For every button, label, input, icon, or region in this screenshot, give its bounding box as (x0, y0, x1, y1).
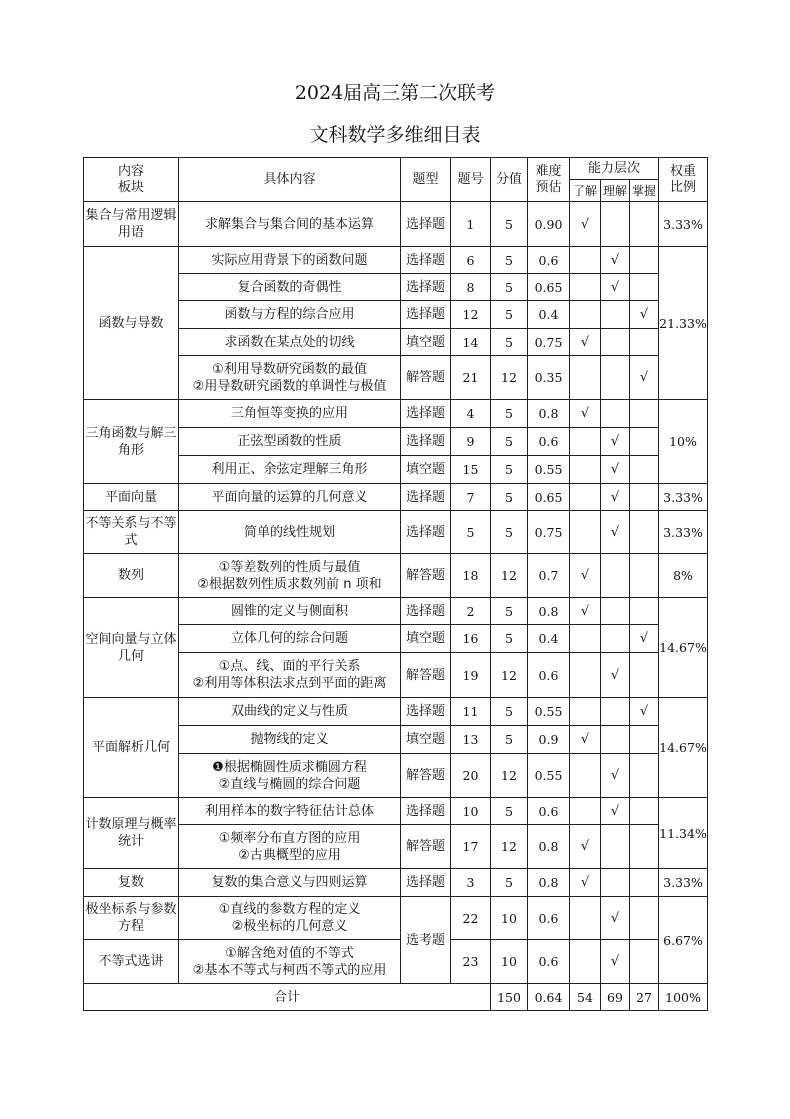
score-cell: 12 (491, 356, 528, 400)
check-mark: √ (601, 428, 630, 456)
weight-cell: 3.33% (659, 869, 708, 897)
block-cell: 复数 (84, 869, 179, 897)
type-cell: 填空题 (401, 625, 451, 653)
weight-cell: 10% (659, 400, 708, 484)
score-cell: 12 (491, 653, 528, 698)
score-cell: 5 (491, 428, 528, 456)
difficulty-cell: 0.55 (528, 754, 570, 798)
type-cell: 解答题 (401, 754, 451, 798)
header-ability-master: 掌握 (630, 180, 659, 202)
difficulty-cell: 0.6 (528, 940, 570, 984)
table-row (84, 484, 708, 511)
block-cell: 极坐标系与参数方程 (84, 897, 179, 940)
type-cell: 解答题 (401, 554, 451, 598)
block-cell: 数列 (84, 554, 179, 598)
difficulty-cell: 0.8 (528, 400, 570, 428)
score-cell: 5 (491, 456, 528, 484)
difficulty-cell: 0.4 (528, 625, 570, 653)
difficulty-cell: 0.65 (528, 484, 570, 511)
score-cell: 5 (491, 329, 528, 356)
content-cell: ①解含绝对值的不等式 ②基本不等式与柯西不等式的应用 (179, 940, 401, 984)
total-label: 合计 (84, 984, 491, 1011)
document-title: 2024届高三第二次联考 (294, 82, 496, 104)
total-ability-master: 27 (630, 984, 659, 1011)
table-row (84, 940, 708, 984)
weight-cell: 3.33% (659, 511, 708, 554)
type-cell: 选择题 (401, 698, 451, 726)
difficulty-cell: 0.7 (528, 554, 570, 598)
number-cell: 18 (451, 554, 491, 598)
check-mark: √ (601, 247, 630, 274)
content-cell: 正弦型函数的性质 (179, 428, 401, 456)
table-row (84, 698, 708, 726)
block-cell: 函数与导数 (84, 247, 179, 400)
weight-cell: 3.33% (659, 202, 708, 247)
type-cell: 选择题 (401, 247, 451, 274)
number-cell: 4 (451, 400, 491, 428)
block-cell: 三角函数与解三角形 (84, 400, 179, 484)
header-type: 题型 (401, 158, 451, 202)
check-mark: √ (601, 653, 630, 698)
content-cell: 抛物线的定义 (179, 726, 401, 754)
difficulty-cell: 0.65 (528, 274, 570, 301)
score-cell: 12 (491, 554, 528, 598)
difficulty-cell: 0.6 (528, 247, 570, 274)
check-mark: √ (570, 329, 601, 356)
total-row (84, 984, 708, 1011)
type-cell: 选择题 (401, 274, 451, 301)
header-block: 内容 板块 (84, 158, 179, 202)
number-cell: 17 (451, 825, 491, 869)
weight-cell: 14.67% (659, 698, 708, 798)
type-cell: 选择题 (401, 869, 451, 897)
type-cell: 选择题 (401, 598, 451, 625)
content-cell: 利用正、余弦定理解三角形 (179, 456, 401, 484)
block-cell: 不等式选讲 (84, 940, 179, 984)
number-cell: 14 (451, 329, 491, 356)
number-cell: 9 (451, 428, 491, 456)
difficulty-cell: 0.75 (528, 329, 570, 356)
difficulty-cell: 0.4 (528, 301, 570, 329)
score-cell: 10 (491, 897, 528, 940)
type-cell: 选择题 (401, 301, 451, 329)
type-cell: 填空题 (401, 726, 451, 754)
content-cell: 利用样本的数字特征估计总体 (179, 798, 401, 825)
difficulty-cell: 0.6 (528, 428, 570, 456)
score-cell: 12 (491, 754, 528, 798)
block-cell: 平面向量 (84, 484, 179, 511)
content-cell: ①利用导数研究函数的最值 ②用导数研究函数的单调性与极值 (179, 356, 401, 400)
check-mark: √ (570, 554, 601, 598)
difficulty-cell: 0.35 (528, 356, 570, 400)
table-row (84, 554, 708, 598)
number-cell: 8 (451, 274, 491, 301)
content-cell: ①等差数列的性质与最值 ②根据数列性质求数列前 n 项和 (179, 554, 401, 598)
type-cell: 选择题 (401, 202, 451, 247)
difficulty-cell: 0.75 (528, 511, 570, 554)
type-cell: 解答题 (401, 653, 451, 698)
difficulty-cell: 0.8 (528, 869, 570, 897)
header-weight: 权重 比例 (659, 158, 708, 202)
score-cell: 5 (491, 698, 528, 726)
header-content: 具体内容 (179, 158, 401, 202)
content-cell: ❶根据椭圆性质求椭圆方程 ②直线与椭圆的综合问题 (179, 754, 401, 798)
score-cell: 5 (491, 301, 528, 329)
score-cell: 10 (491, 940, 528, 984)
check-mark: √ (570, 869, 601, 897)
table-row (84, 202, 708, 247)
number-cell: 19 (451, 653, 491, 698)
score-cell: 5 (491, 798, 528, 825)
content-cell: 复数的集合意义与四则运算 (179, 869, 401, 897)
content-cell: ①直线的参数方程的定义 ②极坐标的几何意义 (179, 897, 401, 940)
type-cell: 选考题 (401, 897, 451, 984)
block-cell: 平面解析几何 (84, 698, 179, 798)
content-cell: 双曲线的定义与性质 (179, 698, 401, 726)
content-cell: 平面向量的运算的几何意义 (179, 484, 401, 511)
table-row (84, 897, 708, 940)
content-cell: ①点、线、面的平行关系 ②利用等体积法求点到平面的距离 (179, 653, 401, 698)
content-cell: 函数与方程的综合应用 (179, 301, 401, 329)
number-cell: 2 (451, 598, 491, 625)
score-cell: 5 (491, 625, 528, 653)
check-mark: √ (630, 301, 659, 329)
difficulty-cell: 0.9 (528, 726, 570, 754)
score-cell: 5 (491, 202, 528, 247)
weight-cell: 14.67% (659, 598, 708, 698)
number-cell: 21 (451, 356, 491, 400)
content-cell: 求函数在某点处的切线 (179, 329, 401, 356)
score-cell: 5 (491, 869, 528, 897)
difficulty-cell: 0.55 (528, 698, 570, 726)
difficulty-cell: 0.6 (528, 897, 570, 940)
check-mark: √ (601, 798, 630, 825)
weight-cell: 6.67% (659, 897, 708, 984)
document-subtitle: 文科数学多维细目表 (309, 124, 481, 146)
check-mark: √ (630, 625, 659, 653)
difficulty-cell: 0.6 (528, 653, 570, 698)
score-cell: 5 (491, 274, 528, 301)
check-mark: √ (570, 202, 601, 247)
content-cell: 立体几何的综合问题 (179, 625, 401, 653)
score-cell: 5 (491, 484, 528, 511)
content-cell: 圆锥的定义与侧面积 (179, 598, 401, 625)
weight-cell: 3.33% (659, 484, 708, 511)
header-difficulty: 难度 预估 (528, 158, 570, 202)
table-row (84, 511, 708, 554)
type-cell: 填空题 (401, 329, 451, 356)
check-mark: √ (601, 456, 630, 484)
number-cell: 7 (451, 484, 491, 511)
check-mark: √ (601, 511, 630, 554)
difficulty-cell: 0.8 (528, 598, 570, 625)
check-mark: √ (570, 825, 601, 869)
type-cell: 选择题 (401, 484, 451, 511)
number-cell: 10 (451, 798, 491, 825)
block-cell: 集合与常用逻辑用语 (84, 202, 179, 247)
header-ability: 能力层次 (570, 158, 659, 180)
difficulty-cell: 0.8 (528, 825, 570, 869)
score-cell: 5 (491, 598, 528, 625)
number-cell: 23 (451, 940, 491, 984)
number-cell: 13 (451, 726, 491, 754)
table-row (84, 598, 708, 625)
table-row (84, 798, 708, 825)
score-cell: 12 (491, 825, 528, 869)
check-mark: √ (601, 897, 630, 940)
header-score: 分值 (491, 158, 528, 202)
type-cell: 解答题 (401, 825, 451, 869)
block-cell: 计数原理与概率统计 (84, 798, 179, 869)
check-mark: √ (630, 356, 659, 400)
content-cell: 简单的线性规划 (179, 511, 401, 554)
number-cell: 1 (451, 202, 491, 247)
number-cell: 5 (451, 511, 491, 554)
number-cell: 11 (451, 698, 491, 726)
check-mark: √ (570, 726, 601, 754)
block-cell: 空间向量与立体几何 (84, 598, 179, 698)
check-mark: √ (601, 940, 630, 984)
number-cell: 22 (451, 897, 491, 940)
number-cell: 20 (451, 754, 491, 798)
check-mark: √ (570, 598, 601, 625)
content-cell: 复合函数的奇偶性 (179, 274, 401, 301)
check-mark: √ (630, 698, 659, 726)
total-weight: 100% (659, 984, 708, 1011)
check-mark: √ (601, 484, 630, 511)
check-mark: √ (601, 754, 630, 798)
score-cell: 5 (491, 247, 528, 274)
score-cell: 5 (491, 400, 528, 428)
difficulty-cell: 0.90 (528, 202, 570, 247)
type-cell: 选择题 (401, 511, 451, 554)
check-mark: √ (601, 274, 630, 301)
total-difficulty: 0.64 (528, 984, 570, 1011)
table-row (84, 247, 708, 274)
header-ability-know: 了解 (570, 180, 601, 202)
number-cell: 15 (451, 456, 491, 484)
total-ability-understand: 69 (601, 984, 630, 1011)
number-cell: 16 (451, 625, 491, 653)
type-cell: 填空题 (401, 456, 451, 484)
weight-cell: 21.33% (659, 247, 708, 400)
table-row (84, 869, 708, 897)
content-cell: 实际应用背景下的函数问题 (179, 247, 401, 274)
difficulty-cell: 0.55 (528, 456, 570, 484)
type-cell: 解答题 (401, 356, 451, 400)
content-cell: 三角恒等变换的应用 (179, 400, 401, 428)
type-cell: 选择题 (401, 428, 451, 456)
content-cell: ①频率分布直方图的应用 ②古典概型的应用 (179, 825, 401, 869)
number-cell: 12 (451, 301, 491, 329)
total-score: 150 (491, 984, 528, 1011)
weight-cell: 11.34% (659, 798, 708, 869)
difficulty-cell: 0.6 (528, 798, 570, 825)
header-ability-understand: 理解 (601, 180, 630, 202)
score-cell: 5 (491, 511, 528, 554)
weight-cell: 8% (659, 554, 708, 598)
total-ability-know: 54 (570, 984, 601, 1011)
check-mark: √ (570, 400, 601, 428)
block-cell: 不等关系与不等式 (84, 511, 179, 554)
content-cell: 求解集合与集合间的基本运算 (179, 202, 401, 247)
type-cell: 选择题 (401, 798, 451, 825)
score-cell: 5 (491, 726, 528, 754)
table-row (84, 400, 708, 428)
number-cell: 6 (451, 247, 491, 274)
header-number: 题号 (451, 158, 491, 202)
specification-table (83, 157, 708, 1011)
type-cell: 选择题 (401, 400, 451, 428)
number-cell: 3 (451, 869, 491, 897)
